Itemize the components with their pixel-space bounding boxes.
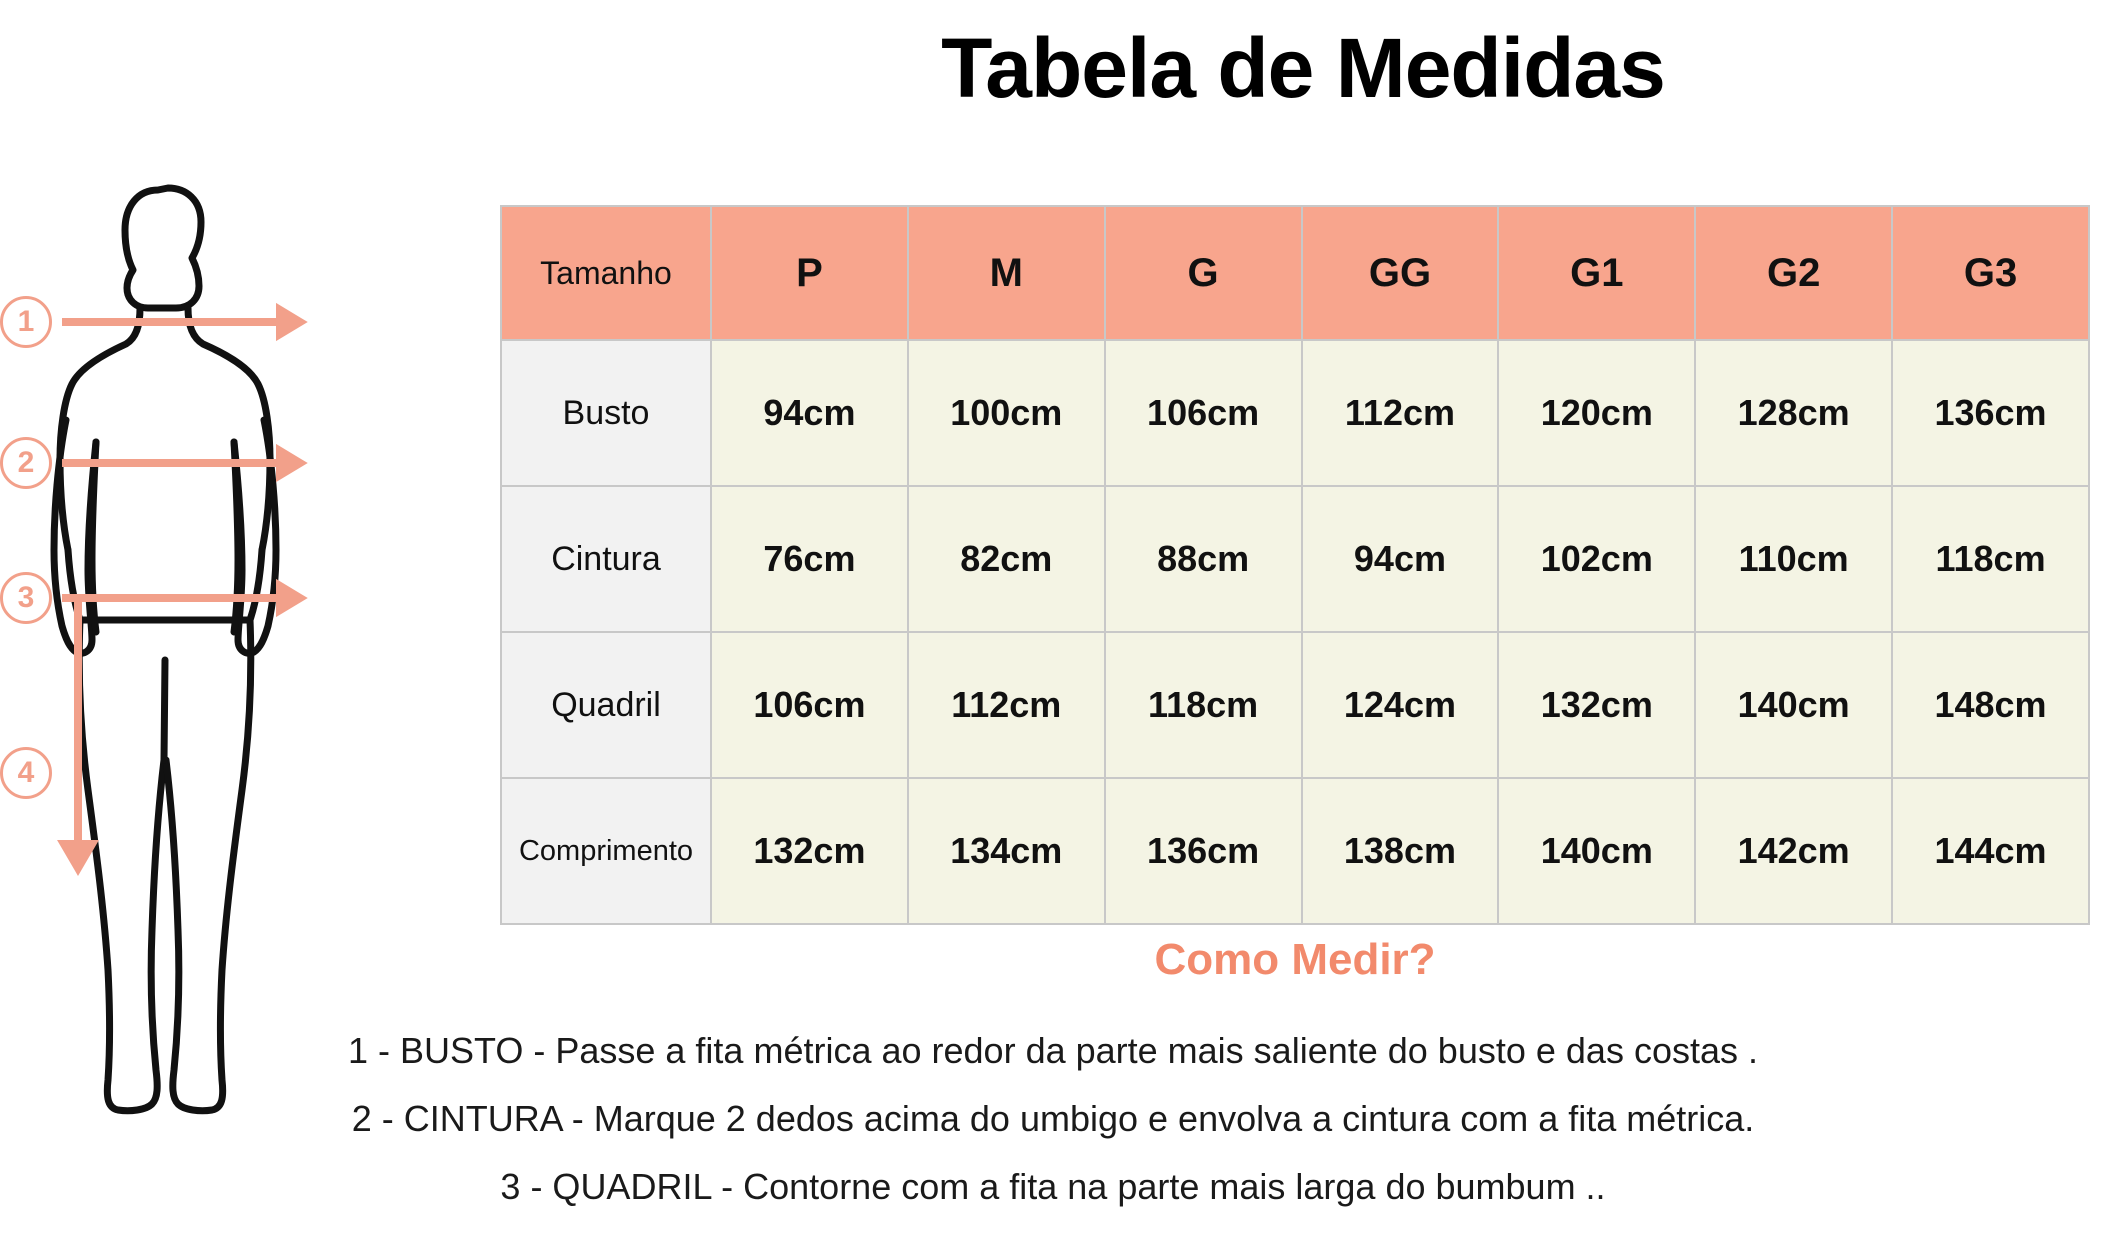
cell-busto-gg: 112cm bbox=[1302, 340, 1499, 486]
cell-quadril-m: 112cm bbox=[908, 632, 1105, 778]
row-label-busto: Busto bbox=[501, 340, 711, 486]
how-to-measure-line-3: 3 - QUADRIL - Contorne com a fita na parte mais larga do bumbum .. bbox=[500, 1166, 1606, 1207]
header-cell-size-6: G3 bbox=[1892, 206, 2089, 340]
header-cell-size-3: GG bbox=[1302, 206, 1499, 340]
table-row bbox=[501, 340, 2089, 486]
cell-cintura-g3: 118cm bbox=[1892, 486, 2089, 632]
cell-comprimento-m: 134cm bbox=[908, 778, 1105, 924]
cell-quadril-gg: 124cm bbox=[1302, 632, 1499, 778]
cell-busto-m: 100cm bbox=[908, 340, 1105, 486]
cell-cintura-g2: 110cm bbox=[1695, 486, 1892, 632]
table-row bbox=[501, 778, 2089, 924]
header-cell-size-2: G bbox=[1105, 206, 1302, 340]
cell-comprimento-g2: 142cm bbox=[1695, 778, 1892, 924]
cell-comprimento-g3: 144cm bbox=[1892, 778, 2089, 924]
how-to-measure-line-1: 1 - BUSTO - Passe a fita métrica ao redor da parte mais saliente do busto e das costas . bbox=[347, 1030, 1758, 1071]
row-label-comprimento: Comprimento bbox=[501, 778, 711, 924]
header-cell-tamanho: Tamanho bbox=[501, 206, 711, 340]
how-to-measure-line-2: 2 - CINTURA - Marque 2 dedos acima do umbigo e envolva a cintura com a fita métrica. bbox=[351, 1098, 1755, 1139]
cell-busto-g3: 136cm bbox=[1892, 340, 2089, 486]
cell-comprimento-g1: 140cm bbox=[1498, 778, 1695, 924]
marker-4: 4 bbox=[0, 747, 52, 799]
header-cell-size-4: G1 bbox=[1498, 206, 1695, 340]
marker-2: 2 bbox=[0, 437, 52, 489]
row-label-quadril: Quadril bbox=[501, 632, 711, 778]
cell-busto-g2: 128cm bbox=[1695, 340, 1892, 486]
cell-busto-p: 94cm bbox=[711, 340, 908, 486]
marker-3: 3 bbox=[0, 572, 52, 624]
cell-quadril-g1: 132cm bbox=[1498, 632, 1695, 778]
header-cell-size-5: G2 bbox=[1695, 206, 1892, 340]
cell-quadril-g2: 140cm bbox=[1695, 632, 1892, 778]
cell-cintura-p: 76cm bbox=[711, 486, 908, 632]
table-header-row bbox=[501, 206, 2089, 340]
cell-cintura-g1: 102cm bbox=[1498, 486, 1695, 632]
cell-busto-g: 106cm bbox=[1105, 340, 1302, 486]
cell-cintura-m: 82cm bbox=[908, 486, 1105, 632]
cell-comprimento-g: 136cm bbox=[1105, 778, 1302, 924]
cell-cintura-gg: 94cm bbox=[1302, 486, 1499, 632]
cell-quadril-g3: 148cm bbox=[1892, 632, 2089, 778]
how-to-measure-title: Como Medir? bbox=[1154, 935, 1436, 984]
cell-comprimento-gg: 138cm bbox=[1302, 778, 1499, 924]
cell-quadril-p: 106cm bbox=[711, 632, 908, 778]
measurements-table bbox=[500, 205, 2090, 925]
body-outline-icon bbox=[0, 130, 500, 1180]
table-row bbox=[501, 632, 2089, 778]
table-row bbox=[501, 486, 2089, 632]
cell-busto-g1: 120cm bbox=[1498, 340, 1695, 486]
body-figure-panel bbox=[0, 130, 500, 1180]
header-cell-size-1: M bbox=[908, 206, 1105, 340]
row-label-cintura: Cintura bbox=[501, 486, 711, 632]
cell-cintura-g: 88cm bbox=[1105, 486, 1302, 632]
header-cell-size-0: P bbox=[711, 206, 908, 340]
cell-comprimento-p: 132cm bbox=[711, 778, 908, 924]
page-title: Tabela de Medidas bbox=[941, 21, 1665, 115]
marker-1: 1 bbox=[0, 296, 52, 348]
cell-quadril-g: 118cm bbox=[1105, 632, 1302, 778]
